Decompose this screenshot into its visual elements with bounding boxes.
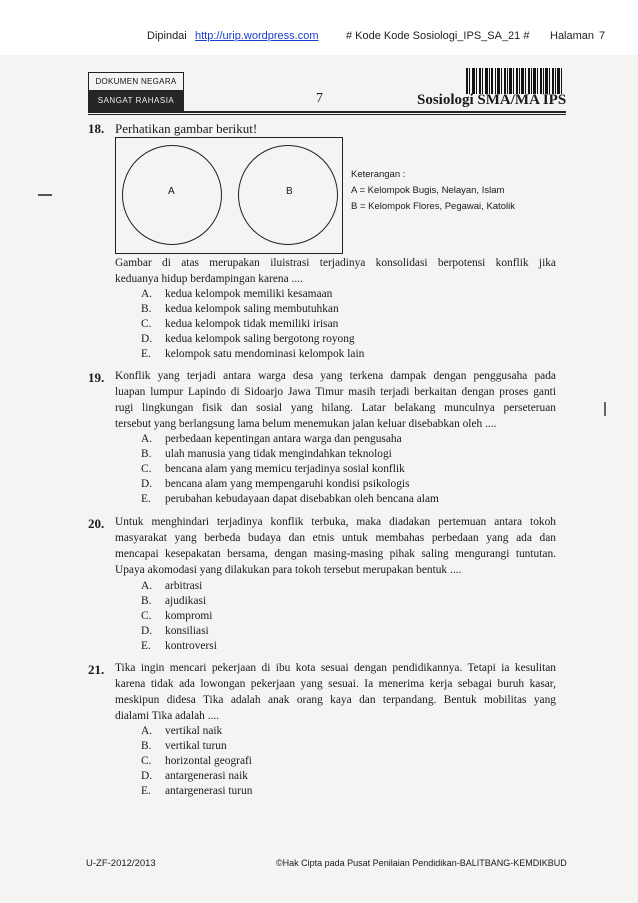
question-text: mencapai kesepakatan bersama, dengan masing-masing pihak saling mengurangi tuntutan. xyxy=(115,548,556,560)
option-text: horizontal geografi xyxy=(165,755,252,767)
option-letter: C. xyxy=(141,463,152,475)
option-text: konsiliasi xyxy=(165,625,209,637)
option-text: bencana alam yang memicu terjadinya sosial konflik xyxy=(165,463,405,475)
legend-title: Keterangan : xyxy=(351,169,406,180)
header-rule xyxy=(88,111,566,113)
question-text: Konflik yang terjadi antara warga desa yang terkena dampak dengan penggusaha pada xyxy=(115,370,556,382)
doc-page-number: 7 xyxy=(316,91,323,106)
option-letter: E. xyxy=(141,348,151,360)
subject-title: Sosiologi SMA/MA IPS xyxy=(417,92,567,108)
option-text: antargenerasi turun xyxy=(165,785,253,797)
legend-b: B = Kelompok Flores, Pegawai, Katolik xyxy=(351,201,515,212)
question-text: Perhatikan gambar berikut! xyxy=(115,121,258,136)
question-number: 19. xyxy=(88,370,105,385)
option-letter: B. xyxy=(141,740,152,752)
question-text: luapan lumpur Lapindo di Sidoarjo Jawa Timur masih terjadi berkaitan dengan proses ganti xyxy=(115,386,556,398)
option-text: kedua kelompok tidak memiliki irisan xyxy=(165,318,339,330)
option-text: kedua kelompok saling membutuhkan xyxy=(165,303,339,315)
question-number: 20. xyxy=(88,516,105,531)
option-text: kelompok satu mendominasi kelompok lain xyxy=(165,348,365,360)
scan-mark xyxy=(604,402,606,416)
scan-header xyxy=(0,30,638,46)
question-text: Untuk menghindari terjadinya konflik terbuka, maka diadakan pertemuan antara tokoh xyxy=(115,516,556,528)
option-letter: D. xyxy=(141,625,153,637)
page-number: 7 xyxy=(599,30,606,42)
classification-box xyxy=(88,72,184,112)
circle-b-label: B xyxy=(286,186,293,197)
option-text: vertikal naik xyxy=(165,725,223,737)
option-text: kedua kelompok saling bergotong royong xyxy=(165,333,355,345)
option-letter: D. xyxy=(141,770,153,782)
scan-mark xyxy=(38,194,52,196)
question-text: rugi lingkungan fisik dan sosial yang hilang. Latar belakang munculnya perseteruan xyxy=(115,402,556,414)
venn-figure xyxy=(115,137,343,254)
option-letter: B. xyxy=(141,303,152,315)
option-text: kompromi xyxy=(165,610,213,622)
option-letter: A. xyxy=(141,580,153,592)
option-text: kontroversi xyxy=(165,640,217,652)
legend-a: A = Kelompok Bugis, Nelayan, Islam xyxy=(351,185,505,196)
option-text: bencana alam yang mempengaruhi kondisi psikologis xyxy=(165,478,410,490)
scan-prefix: Dipindai xyxy=(147,30,187,42)
question-number: 18. xyxy=(88,121,105,136)
option-letter: D. xyxy=(141,478,153,490)
classification-bottom: SANGAT RAHASIA xyxy=(89,91,183,111)
option-letter: A. xyxy=(141,725,153,737)
question-text: meskipun didesa Tika adalah anak orang kaya dan terpandang. Bentuk mobilitas yang xyxy=(115,694,556,706)
option-letter: B. xyxy=(141,448,152,460)
option-text: kedua kelompok memiliki kesamaan xyxy=(165,288,333,300)
question-text: Gambar di atas merupakan iluistrasi terjadinya konsolidasi berpotensi konflik jika xyxy=(115,257,556,269)
page-label: Halaman xyxy=(550,30,595,42)
option-text: perubahan kebudayaan dapat disebabkan oleh bencana alam xyxy=(165,493,439,505)
option-letter: E. xyxy=(141,493,151,505)
question-number: 21. xyxy=(88,662,105,677)
classification-top: DOKUMEN NEGARA xyxy=(89,73,183,91)
option-letter: A. xyxy=(141,288,153,300)
footer-copyright: ©Hak Cipta pada Pusat Penilaian Pendidikan-BALITBANG-KEMDIKBUD xyxy=(276,858,567,868)
option-text: ajudikasi xyxy=(165,595,207,607)
option-letter: E. xyxy=(141,785,151,797)
option-text: perbedaan kepentingan antara warga dan pengusaha xyxy=(165,433,402,445)
option-letter: C. xyxy=(141,610,152,622)
barcode-image xyxy=(466,68,562,94)
option-letter: A. xyxy=(141,433,153,445)
question-text: keduanya hidup berdampingan karena .... xyxy=(115,273,303,285)
option-text: ulah manusia yang tidak mengindahkan teknologi xyxy=(165,448,392,460)
question-text: Upaya akomodasi yang dilakukan para tokoh tersebut merupakan bentuk .... xyxy=(115,564,462,576)
question-text: dialami Tika adalah .... xyxy=(115,710,220,722)
option-letter: C. xyxy=(141,755,152,767)
question-text: masyarakat yang berbeda budaya dan etnis untuk membahas perbedaan yang ada dan xyxy=(115,532,556,544)
option-letter: E. xyxy=(141,640,151,652)
option-text: arbitrasi xyxy=(165,580,203,592)
circle-a-label: A xyxy=(168,186,175,197)
option-letter: D. xyxy=(141,333,153,345)
question-text: Tika ingin mencari pekerjaan di ibu kota sesuai dengan pendidikannya. Tetapi ia kesulitan xyxy=(115,662,556,674)
option-text: antargenerasi naik xyxy=(165,770,248,782)
scan-link[interactable]: http://urip.wordpress.com xyxy=(195,30,319,42)
question-text: tersebut yang berlangsung lama belum menemukan jalan keluar disebabkan oleh .... xyxy=(115,418,497,430)
doc-code: # Kode Kode Sosiologi_IPS_SA_21 # xyxy=(346,30,530,42)
header-rule xyxy=(88,114,566,115)
question-text: karena tidak ada lowongan pekerjaan yang sesuai. Ia menerima kerja sebagai buruh kasar, xyxy=(115,678,556,690)
footer-code: U-ZF-2012/2013 xyxy=(86,858,156,869)
option-letter: C. xyxy=(141,318,152,330)
option-letter: B. xyxy=(141,595,152,607)
option-text: vertikal turun xyxy=(165,740,227,752)
